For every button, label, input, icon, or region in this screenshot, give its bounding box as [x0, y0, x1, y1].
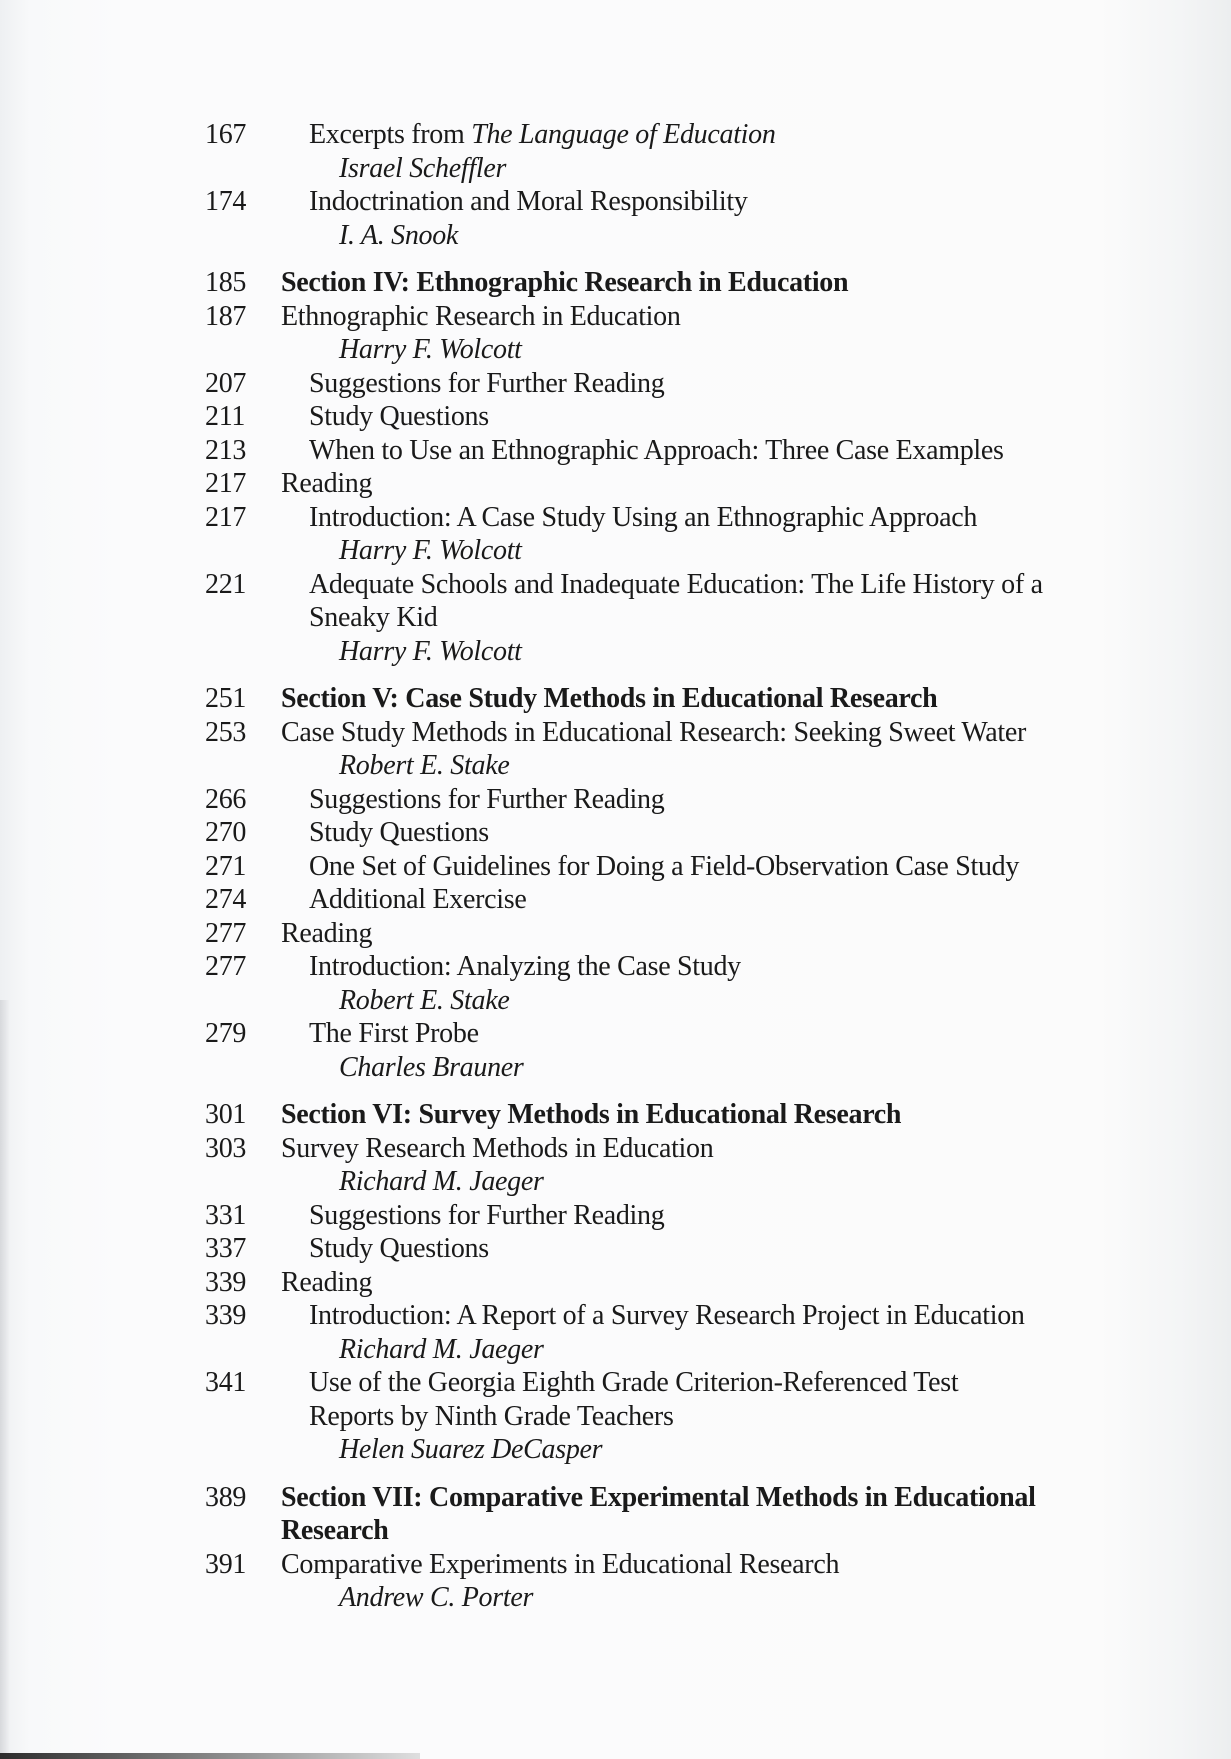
section-gap [205, 668, 1125, 682]
page-number: 167 [205, 119, 247, 150]
entry-content [281, 1548, 1125, 1615]
entry-title: When to Use an Ethnographic Approach: Three Case Examples [309, 434, 1004, 466]
page-number: 303 [205, 1132, 247, 1164]
entry-author: Israel Scheffler [339, 152, 507, 184]
toc-entry [205, 950, 1125, 1017]
entry-content [281, 1366, 1125, 1467]
entry-content [281, 185, 1125, 252]
section-title-continued: Research [281, 1515, 389, 1546]
entry-author: Charles Brauner [339, 1051, 524, 1083]
toc-entry [205, 716, 1125, 783]
toc-entry [205, 1266, 1125, 1300]
entry-title: Suggestions for Further Reading [309, 367, 665, 399]
entry-title: Indoctrination and Moral Responsibility [309, 186, 748, 217]
entry-content [281, 501, 1125, 568]
entry-title: Suggestions for Further Reading [309, 1199, 665, 1231]
entry-content [281, 300, 1125, 367]
entry-content [281, 716, 1125, 783]
book-title: The Language of Education [471, 119, 776, 150]
entry-content [281, 1017, 1125, 1084]
page-number: 331 [205, 1199, 247, 1231]
entry-author: Richard M. Jaeger [339, 1166, 544, 1197]
toc-entry [205, 1366, 1125, 1467]
section-gap [205, 252, 1125, 266]
page-shadow-edge [0, 1000, 10, 1759]
entry-author: Harry F. Wolcott [339, 635, 522, 667]
entry-content [281, 568, 1125, 669]
page-number: 339 [205, 1266, 247, 1298]
entry-title: Survey Research Methods in Education [281, 1132, 714, 1164]
entry-author: Harry F. Wolcott [339, 334, 522, 365]
page-bottom-edge [0, 1753, 420, 1759]
toc-entry [205, 568, 1125, 669]
section-title: Section VI: Survey Methods in Educational Research [281, 1099, 902, 1130]
page-number: 174 [205, 186, 247, 217]
toc-entry [205, 917, 1125, 951]
entry-content [281, 1132, 1125, 1199]
page-number: 187 [205, 300, 247, 332]
toc-entry [205, 300, 1125, 367]
toc-entry [205, 185, 1125, 252]
entry-title: One Set of Guidelines for Doing a Field-Observation Case Study [309, 850, 1020, 882]
entry-title: Ethnographic Research in Education [281, 300, 681, 332]
toc-entry [205, 1548, 1125, 1615]
page-number: 217 [205, 468, 247, 499]
entry-author: Robert E. Stake [339, 984, 510, 1016]
toc-entry [205, 1232, 1125, 1266]
entry-title: Introduction: A Report of a Survey Research Project in Education [309, 1300, 1025, 1331]
page-number: 389 [205, 1481, 247, 1513]
toc-entry [205, 118, 1125, 185]
entry-content [281, 1299, 1125, 1366]
toc-entry [205, 1132, 1125, 1199]
page-number: 271 [205, 850, 247, 882]
page-number: 253 [205, 716, 247, 748]
entry-title: Reading [281, 1266, 373, 1298]
entry-title-continued: Sneaky Kid [309, 602, 438, 633]
entry-author: Richard M. Jaeger [339, 1333, 544, 1365]
entry-content [281, 1481, 1125, 1548]
page-number: 185 [205, 267, 247, 298]
page-number: 213 [205, 434, 247, 466]
toc-entry [205, 850, 1125, 884]
toc-entry [205, 883, 1125, 917]
entry-content [281, 950, 1125, 1017]
toc-section-heading [205, 266, 1125, 300]
entry-title: Reading [281, 917, 373, 949]
entry-title: Suggestions for Further Reading [309, 783, 665, 815]
page-number: 266 [205, 783, 247, 815]
entry-title: Case Study Methods in Educational Research: Seeking Sweet Water [281, 716, 1027, 748]
toc-entry [205, 467, 1125, 501]
toc-entry [205, 1017, 1125, 1084]
toc-entry [205, 1199, 1125, 1233]
entry-author: Robert E. Stake [339, 750, 510, 781]
page-number: 279 [205, 1018, 247, 1049]
section-title: Section V: Case Study Methods in Educational Research [281, 683, 938, 714]
page-number: 270 [205, 817, 247, 848]
entry-content [281, 118, 1125, 185]
toc-section-heading [205, 1481, 1125, 1548]
page-number: 211 [205, 401, 246, 432]
toc-entry [205, 783, 1125, 817]
section-title: Section IV: Ethnographic Research in Education [281, 267, 849, 298]
page-number: 274 [205, 884, 247, 915]
page-number: 301 [205, 1099, 247, 1130]
entry-title: Additional Exercise [309, 884, 527, 915]
entry-title: Comparative Experiments in Educational Research [281, 1548, 840, 1580]
page-number: 391 [205, 1548, 247, 1580]
entry-author: Helen Suarez DeCasper [339, 1434, 603, 1465]
entry-title: The First Probe [309, 1018, 479, 1049]
page-number: 251 [205, 683, 247, 714]
section-gap [205, 1084, 1125, 1098]
entry-title: Excerpts from The Language of Education [309, 119, 776, 150]
entry-title: Introduction: A Case Study Using an Ethnographic Approach [309, 501, 978, 533]
entry-author: I. A. Snook [339, 219, 459, 251]
page-number: 341 [205, 1367, 247, 1398]
entry-title: Study Questions [309, 817, 489, 848]
toc-entry [205, 501, 1125, 568]
page-number: 339 [205, 1300, 247, 1331]
page-number: 277 [205, 917, 247, 949]
table-of-contents [205, 118, 1125, 1615]
toc-entry [205, 1299, 1125, 1366]
section-title: Section VII: Comparative Experimental Methods in Educational [281, 1481, 1036, 1513]
section-gap [205, 1467, 1125, 1481]
entry-title: Use of the Georgia Eighth Grade Criterion-Referenced Test [309, 1367, 959, 1398]
entry-title: Adequate Schools and Inadequate Education: The Life History of a [309, 568, 1043, 600]
page-number: 207 [205, 367, 247, 399]
entry-title: Reading [281, 468, 373, 499]
page-number: 217 [205, 501, 247, 533]
entry-title-continued: Reports by Ninth Grade Teachers [309, 1400, 674, 1432]
toc-entry [205, 816, 1125, 850]
entry-author: Harry F. Wolcott [339, 535, 522, 566]
page-number: 221 [205, 568, 247, 600]
toc-section-heading [205, 1098, 1125, 1132]
entry-title: Study Questions [309, 1233, 489, 1264]
page-number: 277 [205, 951, 247, 982]
page-number: 337 [205, 1233, 247, 1264]
entry-title: Introduction: Analyzing the Case Study [309, 951, 741, 982]
toc-entry [205, 400, 1125, 434]
entry-author: Andrew C. Porter [339, 1582, 534, 1613]
toc-section-heading [205, 682, 1125, 716]
entry-title: Study Questions [309, 401, 489, 432]
toc-entry [205, 367, 1125, 401]
toc-entry [205, 434, 1125, 468]
